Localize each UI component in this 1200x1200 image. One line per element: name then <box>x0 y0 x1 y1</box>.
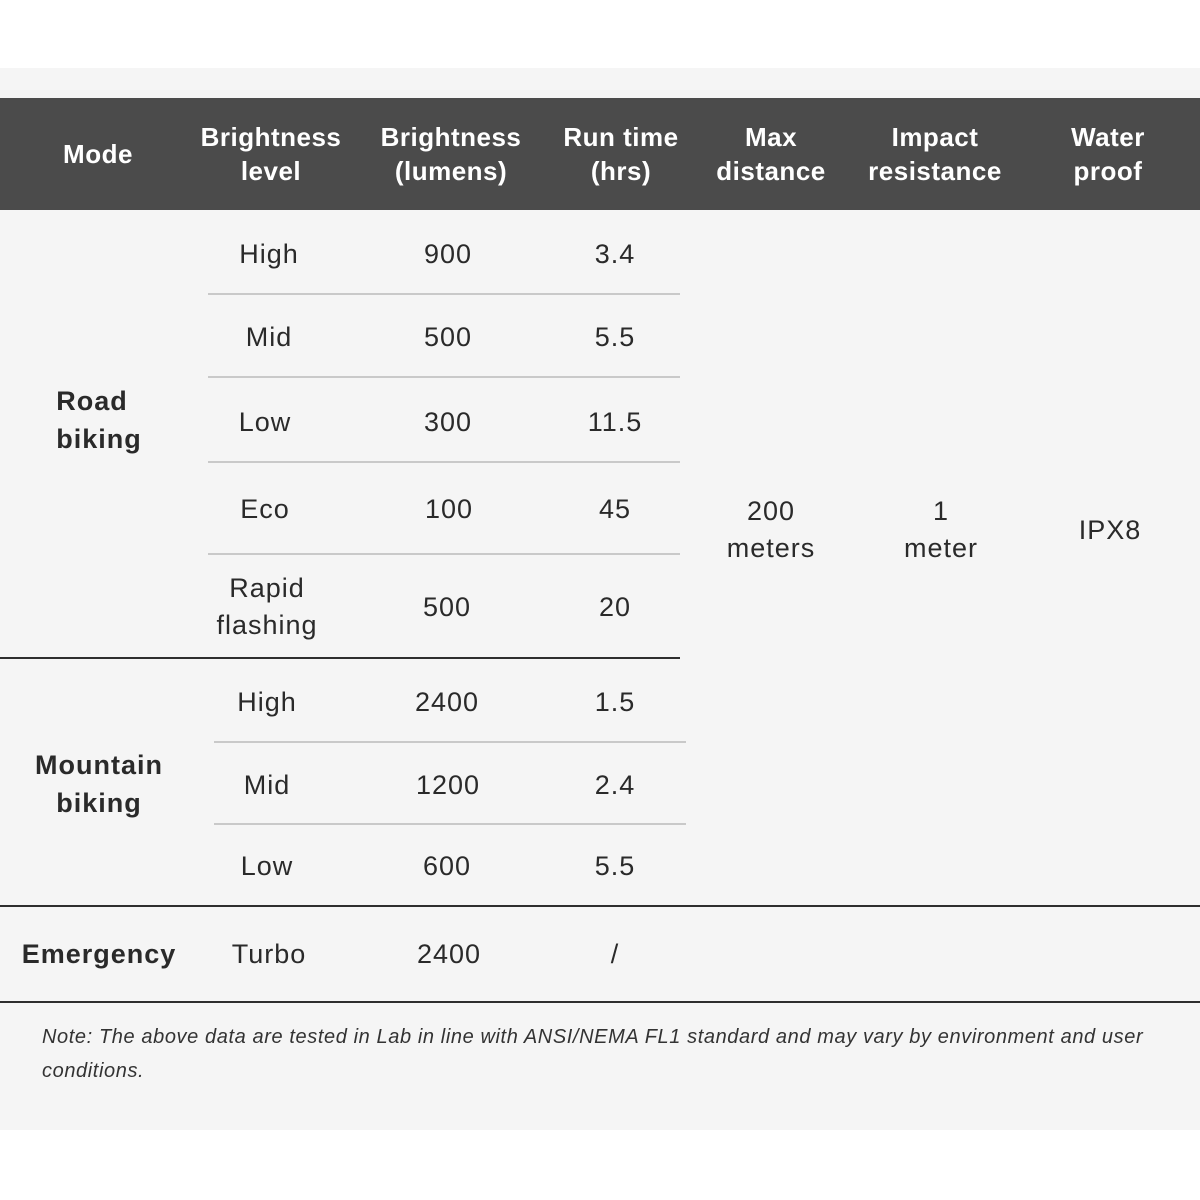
runtime-cell: 5.5 <box>594 850 636 881</box>
runtime-cell: 1.5 <box>594 686 636 717</box>
max-distance-value: 200 meters <box>726 496 816 563</box>
lumens-cell: 900 <box>423 238 473 269</box>
lumens-cell: 600 <box>422 850 472 881</box>
group-divider <box>0 905 1200 907</box>
mode-road-biking: Road biking <box>56 386 142 454</box>
header-water-proof: Water proof <box>1071 122 1145 186</box>
level-cell: Rapid flashing <box>216 573 318 640</box>
row-divider <box>214 823 686 825</box>
header-mode: Mode <box>63 139 133 169</box>
runtime-cell: / <box>610 938 620 969</box>
impact-resistance-value: 1 meter <box>903 496 979 563</box>
lumens-cell: 500 <box>422 591 472 622</box>
level-cell: High <box>237 686 297 717</box>
runtime-cell: 3.4 <box>594 238 636 269</box>
runtime-cell: 45 <box>598 493 632 524</box>
header-run-time: Run time (hrs) <box>563 122 679 186</box>
level-cell: High <box>239 238 299 269</box>
row-divider <box>214 741 686 743</box>
level-cell: Turbo <box>231 938 307 969</box>
row-divider <box>208 376 680 378</box>
mode-emergency: Emergency <box>21 939 177 969</box>
lumens-cell: 500 <box>423 321 473 352</box>
water-proof-value: IPX8 <box>1078 514 1142 545</box>
level-cell: Mid <box>243 769 291 800</box>
lumens-cell: 2400 <box>416 938 482 969</box>
mode-mountain-biking: Mountain biking <box>35 750 163 818</box>
lumens-cell: 2400 <box>414 686 480 717</box>
level-cell: Mid <box>245 321 293 352</box>
header-max-distance: Max distance <box>716 122 826 186</box>
level-cell: Low <box>240 850 294 881</box>
level-cell: Low <box>238 406 292 437</box>
lumens-cell: 100 <box>424 493 474 524</box>
table-bottom-rule <box>0 1001 1200 1003</box>
lumens-cell: 1200 <box>415 769 481 800</box>
header-brightness-level: Brightness level <box>200 122 342 186</box>
header-impact-resistance: Impact resistance <box>868 122 1002 186</box>
row-divider <box>208 461 680 463</box>
level-cell: Eco <box>240 493 290 524</box>
lumens-cell: 300 <box>423 406 473 437</box>
runtime-cell: 11.5 <box>587 406 643 437</box>
footnote: Note: The above data are tested in Lab in line with ANSI/NEMA FL1 standard and may vary by environment and user conditions. <box>42 1026 1144 1082</box>
runtime-cell: 20 <box>598 591 632 622</box>
row-divider <box>208 553 680 555</box>
header-brightness-lumens: Brightness (lumens) <box>380 122 522 186</box>
runtime-cell: 2.4 <box>594 769 636 800</box>
runtime-cell: 5.5 <box>594 321 636 352</box>
row-divider <box>208 293 680 295</box>
group-divider <box>0 657 680 659</box>
